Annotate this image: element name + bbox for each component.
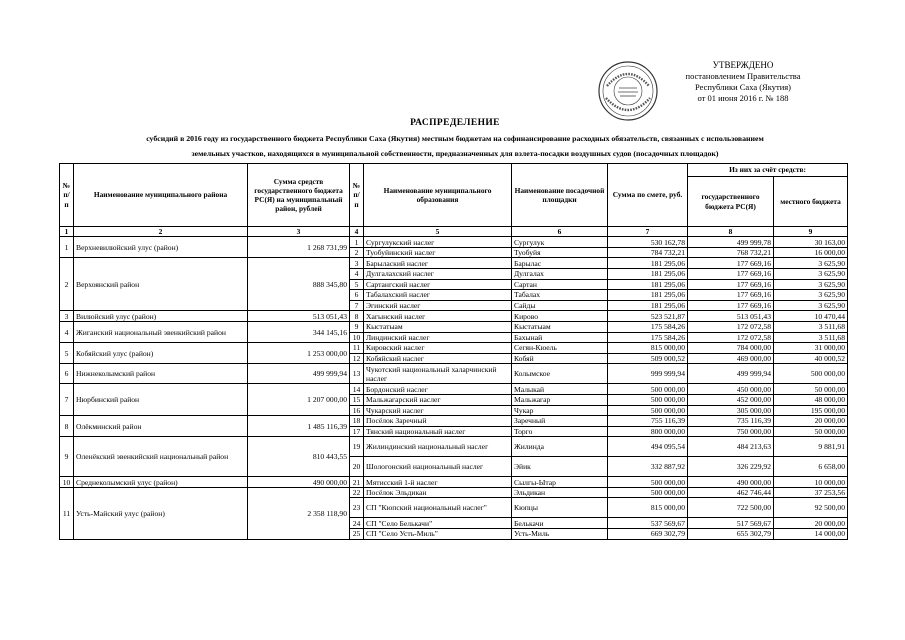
site-name: Кыстатыам	[512, 321, 608, 332]
state-budget-sum: 462 746,44	[688, 487, 774, 498]
local-budget-sum: 37 253,56	[774, 487, 848, 498]
col-header-no: № п/п	[60, 164, 74, 227]
col-number: 3	[248, 227, 350, 237]
district-sum: 1 253 000,00	[248, 343, 350, 364]
document-heading	[60, 117, 850, 159]
table-body	[60, 237, 848, 539]
estimate-sum: 181 295,06	[608, 258, 688, 269]
formation-name: СП "Село Усть-Миль"	[364, 529, 512, 540]
district-name: Жиганский национальный эвенкийский район	[74, 321, 248, 342]
table-row	[60, 416, 848, 427]
site-name: Заречный	[512, 416, 608, 427]
site-name: Туобуйя	[512, 247, 608, 258]
site-name: Сайды	[512, 300, 608, 311]
state-budget-sum: 177 669,16	[688, 268, 774, 279]
formation-name: Чукотский национальный халарчинский наслег	[364, 364, 512, 384]
local-budget-sum: 20 000,00	[774, 416, 848, 427]
state-budget-sum: 517 569,67	[688, 518, 774, 529]
local-budget-sum: 10 000,00	[774, 477, 848, 488]
estimate-sum: 181 295,06	[608, 279, 688, 290]
formation-name: Барылаский наслег	[364, 258, 512, 269]
district-no: 7	[60, 384, 74, 416]
formation-name: Табалахский наслег	[364, 290, 512, 301]
formation-no: 2	[350, 247, 364, 258]
state-budget-sum: 784 000,00	[688, 343, 774, 354]
distribution-table	[59, 163, 848, 540]
document-subtitle-2: земельных участков, находящихся в муниципальной собственности, предназначенных для взлета-посадки воздушных судов (посадочных площадок)	[191, 149, 719, 158]
estimate-sum: 509 000,52	[608, 353, 688, 364]
district-sum: 490 000,00	[248, 477, 350, 488]
state-budget-sum: 750 000,00	[688, 426, 774, 437]
site-name: Сартан	[512, 279, 608, 290]
district-sum: 499 999,94	[248, 364, 350, 384]
district-no: 11	[60, 487, 74, 539]
state-budget-sum: 326 229,92	[688, 457, 774, 477]
site-name: Мальжагар	[512, 394, 608, 405]
state-budget-sum: 499 999,94	[688, 364, 774, 384]
col-header-district: Наименование муниципального района	[74, 164, 248, 227]
local-budget-sum: 30 163,00	[774, 237, 848, 248]
district-sum: 1 207 000,00	[248, 384, 350, 416]
site-name: Эльдикан	[512, 487, 608, 498]
district-name: Олёкминский район	[74, 416, 248, 437]
district-name: Вилюйский улус (район)	[74, 311, 248, 322]
district-no: 1	[60, 237, 74, 258]
formation-name: Кировский наслег	[364, 343, 512, 354]
site-name: Чукар	[512, 405, 608, 416]
district-sum: 1 485 116,39	[248, 416, 350, 437]
table-row	[60, 321, 848, 332]
site-name: Малыкай	[512, 384, 608, 395]
site-name: Жилинда	[512, 437, 608, 457]
district-name: Нижнеколымский район	[74, 364, 248, 384]
district-no: 2	[60, 258, 74, 311]
formation-no: 23	[350, 498, 364, 518]
site-name: Эйик	[512, 457, 608, 477]
formation-no: 22	[350, 487, 364, 498]
formation-name: Сартангский наслег	[364, 279, 512, 290]
formation-no: 21	[350, 477, 364, 488]
local-budget-sum: 3 625,90	[774, 258, 848, 269]
local-budget-sum: 50 000,00	[774, 426, 848, 437]
formation-no: 16	[350, 405, 364, 416]
local-budget-sum: 31 000,00	[774, 343, 848, 354]
district-sum: 2 358 118,90	[248, 487, 350, 539]
formation-no: 9	[350, 321, 364, 332]
formation-no: 1	[350, 237, 364, 248]
estimate-sum: 523 521,87	[608, 311, 688, 322]
col-header-formation: Наименование муниципального образования	[364, 164, 512, 227]
site-name: Кюпцы	[512, 498, 608, 518]
state-budget-sum: 450 000,00	[688, 384, 774, 395]
approval-line-3: от 01 июня 2016 г. № 188	[697, 93, 789, 103]
site-name: Бахынай	[512, 332, 608, 343]
formation-name: Тянский национальный наслег	[364, 426, 512, 437]
district-no: 6	[60, 364, 74, 384]
district-sum: 513 051,43	[248, 311, 350, 322]
formation-no: 7	[350, 300, 364, 311]
estimate-sum: 999 999,94	[608, 364, 688, 384]
estimate-sum: 800 000,00	[608, 426, 688, 437]
document-title: РАСПРЕДЕЛЕНИЕ	[410, 118, 500, 128]
state-budget-sum: 172 072,58	[688, 332, 774, 343]
local-budget-sum: 10 470,44	[774, 311, 848, 322]
col-number: 9	[774, 227, 848, 237]
approval-block	[668, 60, 818, 104]
formation-no: 10	[350, 332, 364, 343]
formation-name: Эгинский наслег	[364, 300, 512, 311]
local-budget-sum: 6 658,00	[774, 457, 848, 477]
state-budget-sum: 655 302,79	[688, 529, 774, 540]
formation-name: Линдинский наслег	[364, 332, 512, 343]
district-sum: 810 443,55	[248, 437, 350, 477]
state-budget-sum: 305 000,00	[688, 405, 774, 416]
state-budget-sum: 490 000,00	[688, 477, 774, 488]
approval-line-2: Республики Саха (Якутия)	[694, 82, 791, 92]
formation-no: 17	[350, 426, 364, 437]
estimate-sum: 784 732,21	[608, 247, 688, 258]
site-name: Табалах	[512, 290, 608, 301]
formation-no: 25	[350, 529, 364, 540]
formation-no: 19	[350, 437, 364, 457]
local-budget-sum: 500 000,00	[774, 364, 848, 384]
local-budget-sum: 3 625,90	[774, 268, 848, 279]
formation-no: 20	[350, 457, 364, 477]
formation-name: СП "Кюпский национальный наслег"	[364, 498, 512, 518]
estimate-sum: 332 887,92	[608, 457, 688, 477]
col-number: 4	[350, 227, 364, 237]
table-row	[60, 311, 848, 322]
district-name: Оленёкский эвенкийский национальный район	[74, 437, 248, 477]
site-name: Кирово	[512, 311, 608, 322]
local-budget-sum: 16 000,00	[774, 247, 848, 258]
col-header-district-sum: Сумма средств государственного бюджета РС(Я) на муниципальный район, рублей	[248, 164, 350, 227]
formation-no: 3	[350, 258, 364, 269]
table-row	[60, 258, 848, 269]
formation-no: 13	[350, 364, 364, 384]
formation-no: 8	[350, 311, 364, 322]
col-number: 5	[364, 227, 512, 237]
estimate-sum: 181 295,06	[608, 290, 688, 301]
local-budget-sum: 48 000,00	[774, 394, 848, 405]
col-number: 2	[74, 227, 248, 237]
formation-no: 18	[350, 416, 364, 427]
estimate-sum: 755 116,39	[608, 416, 688, 427]
formation-no: 6	[350, 290, 364, 301]
district-name: Усть-Майский улус (район)	[74, 487, 248, 539]
site-name: Колымское	[512, 364, 608, 384]
formation-no: 24	[350, 518, 364, 529]
col-header-estimate: Сумма по смете, руб.	[608, 164, 688, 227]
col-number: 7	[608, 227, 688, 237]
district-name: Верхоянский район	[74, 258, 248, 311]
district-no: 10	[60, 477, 74, 488]
site-name: Торго	[512, 426, 608, 437]
formation-no: 5	[350, 279, 364, 290]
official-seal	[597, 60, 659, 122]
state-budget-sum: 177 669,16	[688, 290, 774, 301]
site-name: Сургулук	[512, 237, 608, 248]
formation-name: Хагынский наслег	[364, 311, 512, 322]
estimate-sum: 537 569,67	[608, 518, 688, 529]
col-header-no-2: № п/п	[350, 164, 364, 227]
approval-title: УТВЕРЖДЕНО	[712, 60, 774, 70]
estimate-sum: 500 000,00	[608, 384, 688, 395]
site-name: Сегян-Кюель	[512, 343, 608, 354]
state-budget-sum: 172 072,58	[688, 321, 774, 332]
local-budget-sum: 3 625,90	[774, 300, 848, 311]
district-name: Нюрбинский район	[74, 384, 248, 416]
estimate-sum: 500 000,00	[608, 477, 688, 488]
state-budget-sum: 177 669,16	[688, 300, 774, 311]
formation-no: 14	[350, 384, 364, 395]
formation-name: Шологонский национальный наслег	[364, 457, 512, 477]
state-budget-sum: 768 732,21	[688, 247, 774, 258]
col-header-site: Наименование посадочной площадки	[512, 164, 608, 227]
local-budget-sum: 9 881,91	[774, 437, 848, 457]
formation-no: 4	[350, 268, 364, 279]
formation-no: 11	[350, 343, 364, 354]
table-row	[60, 237, 848, 248]
formation-no: 15	[350, 394, 364, 405]
formation-name: Жилиндинский национальный наслег	[364, 437, 512, 457]
district-name: Верхневилюйский улус (район)	[74, 237, 248, 258]
district-no: 5	[60, 343, 74, 364]
approval-line-1: постановлением Правительства	[685, 71, 801, 81]
state-budget-sum: 177 669,16	[688, 279, 774, 290]
formation-name: Сургулукский наслег	[364, 237, 512, 248]
col-header-local-budget: местного бюджета	[774, 177, 848, 227]
formation-name: Посёлок Эльдикан	[364, 487, 512, 498]
formation-name: Кыстатыам	[364, 321, 512, 332]
estimate-sum: 175 584,26	[608, 321, 688, 332]
district-name: Среднеколымский улус (район)	[74, 477, 248, 488]
local-budget-sum: 195 000,00	[774, 405, 848, 416]
estimate-sum: 815 000,00	[608, 498, 688, 518]
formation-no: 12	[350, 353, 364, 364]
col-number: 1	[60, 227, 74, 237]
local-budget-sum: 14 000,00	[774, 529, 848, 540]
table-row	[60, 364, 848, 384]
district-sum: 1 268 731,99	[248, 237, 350, 258]
site-name: Сылгы-Ытар	[512, 477, 608, 488]
state-budget-sum: 177 669,16	[688, 258, 774, 269]
formation-name: Мальжагарский наслег	[364, 394, 512, 405]
state-budget-sum: 484 213,63	[688, 437, 774, 457]
formation-name: Чукарский наслег	[364, 405, 512, 416]
site-name: Барылас	[512, 258, 608, 269]
local-budget-sum: 20 000,00	[774, 518, 848, 529]
site-name: Белькачи	[512, 518, 608, 529]
district-name: Кобяйский улус (район)	[74, 343, 248, 364]
col-header-state-budget: государственного бюджета РС(Я)	[688, 177, 774, 227]
local-budget-sum: 50 000,00	[774, 384, 848, 395]
estimate-sum: 500 000,00	[608, 405, 688, 416]
formation-name: Кобяйский наслег	[364, 353, 512, 364]
document-subtitle-1: субсидий в 2016 году из государственного бюджета Республики Саха (Якутия) местным бюджетам на софинансирование расходных обязательств, связанных с использованием	[146, 134, 764, 143]
table-row	[60, 343, 848, 354]
table-row	[60, 384, 848, 395]
estimate-sum: 815 000,00	[608, 343, 688, 354]
formation-name: СП "Село Белькачи"	[364, 518, 512, 529]
formation-name: Туобуйинский наслег	[364, 247, 512, 258]
district-no: 3	[60, 311, 74, 322]
estimate-sum: 181 295,06	[608, 300, 688, 311]
estimate-sum: 181 295,06	[608, 268, 688, 279]
estimate-sum: 669 302,79	[608, 529, 688, 540]
district-sum: 344 145,16	[248, 321, 350, 342]
formation-name: Бордонский наслег	[364, 384, 512, 395]
col-header-sources: Из них за счёт средств:	[688, 164, 848, 177]
local-budget-sum: 3 625,90	[774, 290, 848, 301]
local-budget-sum: 3 511,68	[774, 332, 848, 343]
formation-name: Мятисский 1-й наслег	[364, 477, 512, 488]
table-row	[60, 437, 848, 457]
col-number: 6	[512, 227, 608, 237]
site-name: Дулгалах	[512, 268, 608, 279]
local-budget-sum: 40 000,52	[774, 353, 848, 364]
formation-name: Посёлок Заречный	[364, 416, 512, 427]
table-row	[60, 477, 848, 488]
local-budget-sum: 3 625,90	[774, 279, 848, 290]
local-budget-sum: 3 511,68	[774, 321, 848, 332]
district-no: 4	[60, 321, 74, 342]
local-budget-sum: 92 500,00	[774, 498, 848, 518]
state-budget-sum: 469 000,00	[688, 353, 774, 364]
state-budget-sum: 722 500,00	[688, 498, 774, 518]
estimate-sum: 500 000,00	[608, 487, 688, 498]
state-budget-sum: 735 116,39	[688, 416, 774, 427]
table-row	[60, 487, 848, 498]
site-name: Кобяй	[512, 353, 608, 364]
estimate-sum: 500 000,00	[608, 394, 688, 405]
district-no: 8	[60, 416, 74, 437]
state-budget-sum: 499 999,78	[688, 237, 774, 248]
col-number: 8	[688, 227, 774, 237]
state-budget-sum: 452 000,00	[688, 394, 774, 405]
estimate-sum: 494 095,54	[608, 437, 688, 457]
district-no: 9	[60, 437, 74, 477]
formation-name: Дулгалахский наслег	[364, 268, 512, 279]
site-name: Усть-Миль	[512, 529, 608, 540]
district-sum: 888 345,80	[248, 258, 350, 311]
estimate-sum: 175 584,26	[608, 332, 688, 343]
estimate-sum: 530 162,78	[608, 237, 688, 248]
state-budget-sum: 513 051,43	[688, 311, 774, 322]
